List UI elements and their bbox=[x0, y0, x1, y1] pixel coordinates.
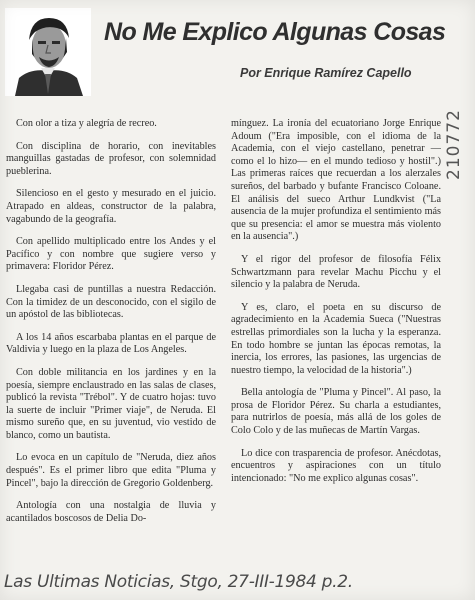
paragraph: Llegaba casi de puntillas a nuestra Redacción. Con la timidez de un desconocido, con el sigilo de un apóstol de las bibliotecas. bbox=[6, 283, 216, 321]
article-byline: Por Enrique Ramírez Capello bbox=[240, 66, 412, 80]
paragraph: Lo dice con trasparencia de profesor. Anécdotas, encuentros y aspiraciones con un título intencionado: "No me explico algunas cosas". bbox=[231, 447, 441, 484]
article-title: No Me Explico Algunas Cosas bbox=[104, 18, 446, 46]
left-column bbox=[6, 118, 216, 535]
paragraph: Con disciplina de horario, con inevitables manguillas gastadas de profesor, con solemnidad pueblerina. bbox=[6, 140, 216, 177]
paragraph: Lo evoca en un capítulo de "Neruda, diez años después". Es el primer libro que edita "Pluma y Pincel", bajo la dirección de Gregorio Goldenberg. bbox=[6, 452, 216, 489]
paragraph: Bella antología de "Pluma y Pincel". Al paso, la prosa de Floridor Pérez. Su charla a estudiantes, para nutrirlos de poesía, más allá de los goles de Colo Colo y de las muñecas de Martín Vargas. bbox=[231, 387, 441, 437]
paragraph: Con olor a tiza y alegría de recreo. bbox=[16, 118, 157, 129]
right-column bbox=[231, 118, 441, 495]
paragraph: Silencioso en el gesto y mesurado en el juicio. Atrapado en aldeas, constructor de la palabra, vagabundo de la geografía. bbox=[6, 188, 216, 225]
author-portrait bbox=[5, 8, 91, 96]
paragraph: A los 14 años escarbaba plantas en el parque de Valdivia y luego en la plaza de Los Angeles. bbox=[6, 331, 216, 356]
paragraph: mínguez. La ironía del ecuatoriano Jorge Enrique Adoum ("Era imposible, con el idioma de la Academia, con el viejo castellano, penetrar —como el lo hizo— en el mundo tedioso y hostil".) Las primeras raíces que recuerdan a los alerzales sureños, del barbado y bufante Francisco Coloane. El análisis del sueco Arthur Lundkvist ("La ausencia de la mujer profundiza el sentimiento más que su presencia: el amor se muestra más violento en la ausencia".) bbox=[231, 118, 441, 243]
handwritten-side-number: 210772 bbox=[444, 109, 464, 180]
paragraph: Antología con una nostalgia de lluvia y acantilados boscosos de Delia Do- bbox=[6, 500, 216, 524]
paragraph: Y el rigor del profesor de filosofía Félix Schwartzmann para revelar Machu Picchu y el silencio y la palabra de Neruda. bbox=[231, 253, 441, 291]
paragraph: Con doble militancia en los jardines y en la poesía, siempre enclaustrado en las salas de clases, publicó la revista "Trébol". Y de cuatro hojas: tuvo la suerte de incluir "Primer viaje", de Neruda. El mismo sureño que, en su juventud, vio vestido de blanco, como un bautista. bbox=[6, 366, 216, 441]
paragraph: Con apellido multiplicado entre los Andes y el Pacífico y con nombre que sugiere verso y primavera: Floridor Pérez. bbox=[6, 236, 216, 273]
paragraph: Y es, claro, el poeta en su discurso de agradecimiento en la Academia Sueca ("Nuestras estrellas primordiales son la lucha y la esperanza. En todo hombre se juntan las épocas remotas, la inercia, los errores, las pasiones, las urgencias de nuestro tiempo, la velocidad de la historia".) bbox=[231, 301, 441, 376]
handwritten-source-note: Las Ultimas Noticias, Stgo, 27-III-1984 p.2. bbox=[4, 572, 353, 592]
